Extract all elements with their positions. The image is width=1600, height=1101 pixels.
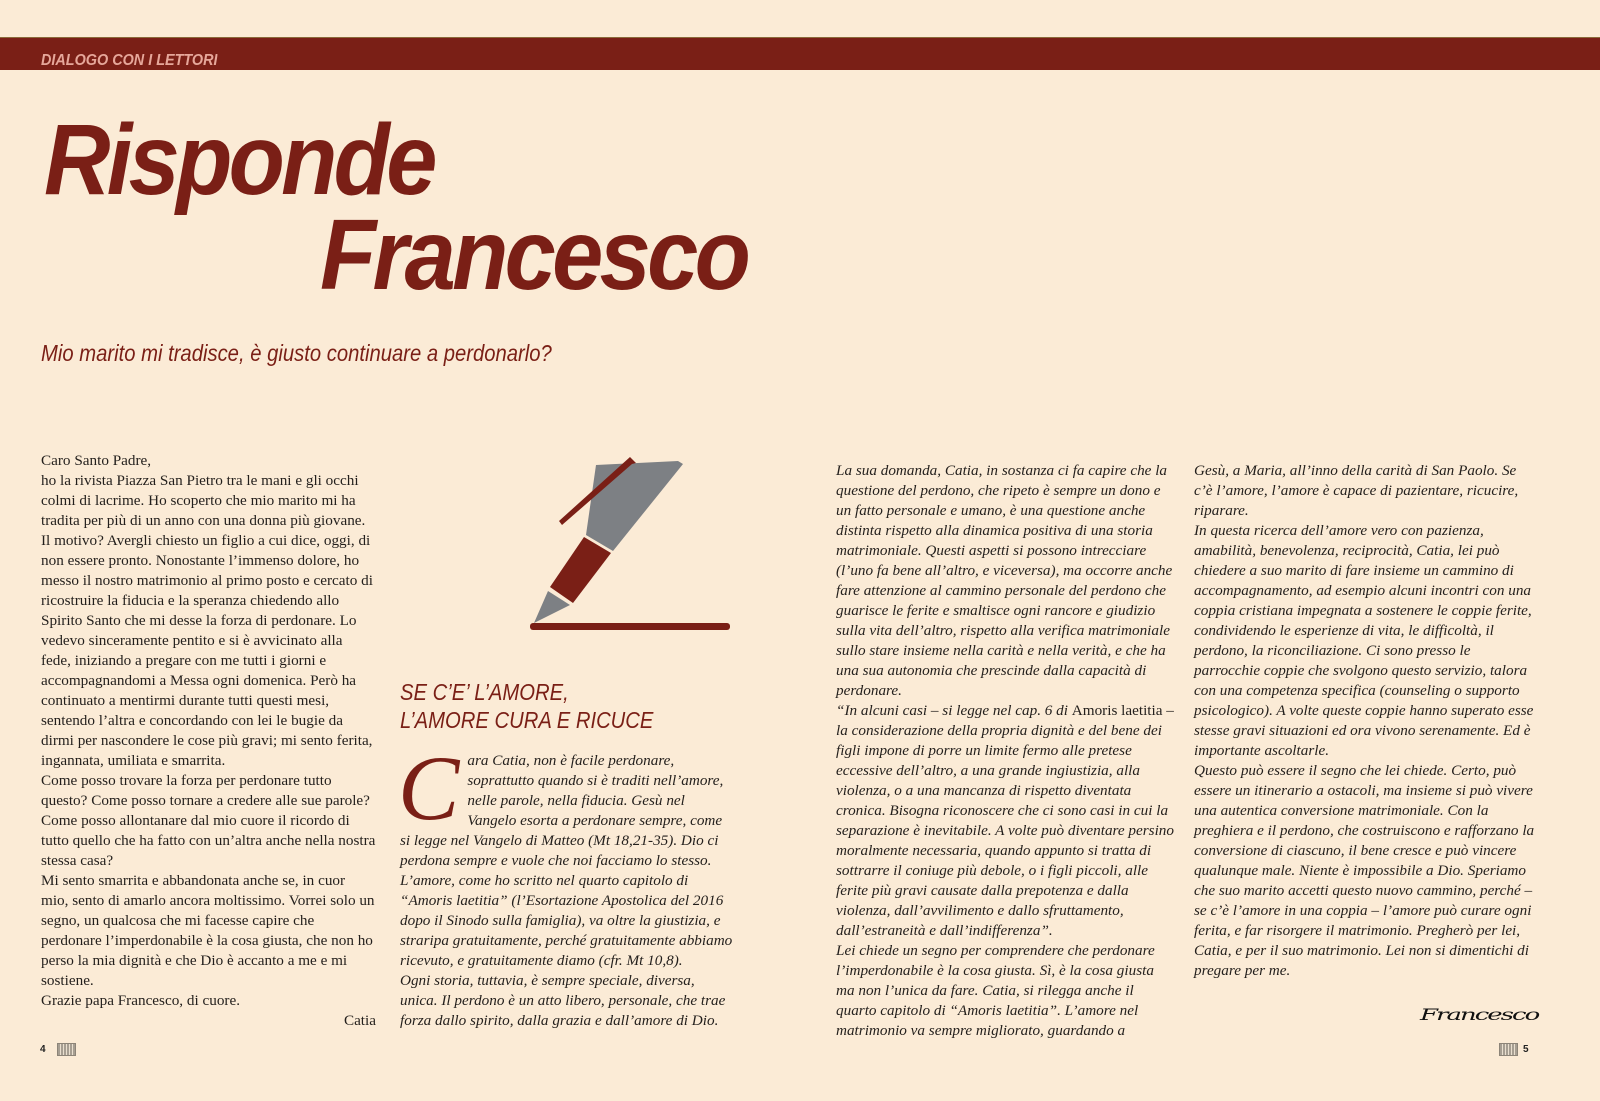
article-subtitle: Mio marito mi tradisce, è giusto continuare a perdonarlo? <box>41 340 552 366</box>
reply-column-3 <box>1194 461 1536 981</box>
reply-heading-line-2: L’AMORE CURA E RICUCE <box>400 707 654 733</box>
reply-heading <box>400 678 653 734</box>
title-line-1: Risponde <box>44 104 434 216</box>
reply-column-1 <box>398 737 734 1031</box>
pen-icon <box>528 455 733 635</box>
reply-quote <box>836 701 1176 941</box>
reply-column-2 <box>836 461 1176 1041</box>
quote-text: – la considerazione della propria dignità e del bene dei figli impone di porre un limite fermo alle pretese eccessive dell’altro, a una grande ingiustizia, alla violenza, o a una mancanza di rispetto diventata cronica. Bisogna riconoscere che ci sono casi in cui la separazione è inevitabile. A volte può diventare persino moralmente necessaria, quando appunto si tratta di sottrarre il coniuge più debole, o i figli piccoli, alle ferite più gravi causate dalla prepotenza e dalla violenza, dall’avvilimento e dallo sfruttamento, dall’estraneità e dall’indifferenza”. <box>836 702 1174 939</box>
drop-cap: C <box>398 737 460 839</box>
header-bar <box>0 38 1600 70</box>
letter-paragraph: Grazie papa Francesco, di cuore. <box>41 992 241 1009</box>
letter-paragraph: Come posso trovare la forza per perdonare tutto questo? Come posso tornare a credere alle sue parole? Come posso allontanare dal mio cuore il ricordo di tutto quello che ha fatto con un’altra anche nella nostra stessa casa? <box>41 772 376 869</box>
francesco-signature: Francesco <box>1420 1006 1539 1024</box>
reply-paragraph: ara Catia, non è facile perdonare, soprattutto quando si è traditi nell’amore, nelle parole, nella fiducia. Gesù nel Vangelo esorta a perdonare sempre, come si legge nel Vangelo di Matteo (Mt 18,21-35). Dio ci perdona sempre e vuole che noi facciamo lo stesso. L’amore, come ho scritto nel quarto capitolo di “Amoris laetitia” (l’Esortazione Apostolica del 2016 dopo il Sinodo sulla famiglia), va oltre la giustizia, e straripa gratuitamente, perché gratuitamente abbiamo ricevuto, e gratuitamente diamo (cfr. Mt 10,8). <box>400 752 733 969</box>
letter-paragraph: Mi sento smarrita e abbandonata anche se, in cuor mio, sento di amarlo ancora moltissimo. Vorrei solo un segno, un qualcosa che mi facesse capire che perdonare l’imperdonabile è la cosa giusta, che non ho perso la mia dignità e che Dio è accanto a me e mi sostiene. <box>41 872 375 989</box>
quote-text: “In alcuni casi – si legge nel cap. 6 di <box>836 702 1072 719</box>
title-line-2: Francesco <box>320 199 748 311</box>
reply-heading-line-1: SE C’E’ L’AMORE, <box>400 679 569 705</box>
letter-paragraph <box>41 471 376 771</box>
page-number-left: 4 <box>40 1044 46 1055</box>
magazine-icon <box>1499 1043 1518 1056</box>
reply-paragraph: Questo può essere il segno che lei chiede. Certo, può essere un itinerario a ostacoli, ma insieme si può vivere una autentica conversione matrimoniale. Con la preghiera e il perdono, che costruiscono e rafforzano la conversione di ciascuno, il bene cresce e può vincere qualunque male. Niente è impossibile a Dio. Speriamo che suo marito accetti questo nuovo cammino, perché – se c’è l’amore in una coppia – l’amore può curare ogni ferita, e far risorgere il matrimonio. Pregherò per lei, Catia, e per il suo matrimonio. Lei non si dimentichi di pregare per me. <box>1194 762 1535 979</box>
section-label: DIALOGO CON I LETTORI <box>41 52 218 69</box>
page-number-right: 5 <box>1523 1044 1529 1055</box>
reply-paragraph: Gesù, a Maria, all’inno della carità di San Paolo. Se c’è l’amore, l’amore è capace di pazientare, ricucire, riparare. <box>1194 462 1519 519</box>
magazine-icon <box>57 1043 76 1056</box>
reader-letter <box>41 451 376 1031</box>
reply-paragraph: Lei chiede un segno per comprendere che perdonare l’imperdonabile è la cosa giusta. Sì, è la cosa giusta ma non l’unica da fare. Catia, si rilegga anche il quarto capitolo di “Amoris laetitia”. L’amore nel matrimonio va sempre migliorato, guardando a <box>836 942 1155 1039</box>
letter-salutation: Caro Santo Padre, <box>41 452 152 469</box>
quote-source-title: Amoris laetitia <box>1071 702 1163 719</box>
reply-paragraph: In questa ricerca dell’amore vero con pazienza, amabilità, benevolenza, reciprocità, Catia, lei può chiedere a suo marito di fare insieme un cammino di accompagnamento, ad esempio alcuni incontri con una coppia cristiana impegnata a sostenere le coppie ferite, condividendo le esperienze di vita, le difficoltà, il perdono, la riconciliazione. Ci sono presso le parrocchie coppie che svolgono questo servizio, talora con una competenza specifica (counseling o supporto psicologico). A volte queste coppie hanno superato esse stesse gravi situazioni ed ora vivono serenamente. Ed è importante ascoltarle. <box>1194 522 1534 759</box>
reply-paragraph: Ogni storia, tuttavia, è sempre speciale, diversa, unica. Il perdono è un atto libero, personale, che trae forza dallo spirito, dalla grazia e dall’amore di Dio. <box>400 972 726 1029</box>
letter-text: ho la rivista Piazza San Pietro tra le mani e gli occhi colmi di lacrime. Ho scoperto che mio marito mi ha tradita per più di un anno con una donna più giovane. Il motivo? Avergli chiesto un figlio a cui dice, oggi, di non essere pronto. Nonostante l’immenso dolore, ho messo il nostro matrimonio al primo posto e cercato di ricostruire la fiducia e la speranza chiedendo allo Spirito Santo che mi desse la forza di perdonare. Lo vedevo sinceramente pentito e si è avvicinato alla fede, iniziando a pregare con me tutti i giorni e accompagnandomi a Messa ogni domenica. Però ha continuato a mentirmi durante tutti questi mesi, sentendo l’altra e concordando con lei le bugie da dirmi per nascondere le cose più gravi; mi sento ferita, ingannata, umiliata e smarrita. <box>41 472 373 769</box>
reply-paragraph: La sua domanda, Catia, in sostanza ci fa capire che la questione del perdono, che ripeto è sempre un dono e un fatto personale e umano, è una questione anche distinta rispetto alla dinamica positiva di una storia matrimoniale. Questi aspetti si possono intrecciare (l’uno fa bene all’altro, e viceversa), ma occorre anche fare attenzione al cammino personale del perdono che guarisce le ferite e smaltisce ogni rancore e giudizio sulla vita dell’altro, rispetto alla verifica matrimoniale sullo stare insieme nella carità e nella verità, e che ha una sua autonomia che prescinde dalla capacità di perdonare. <box>836 462 1173 699</box>
letter-signature: Catia <box>343 1012 376 1029</box>
